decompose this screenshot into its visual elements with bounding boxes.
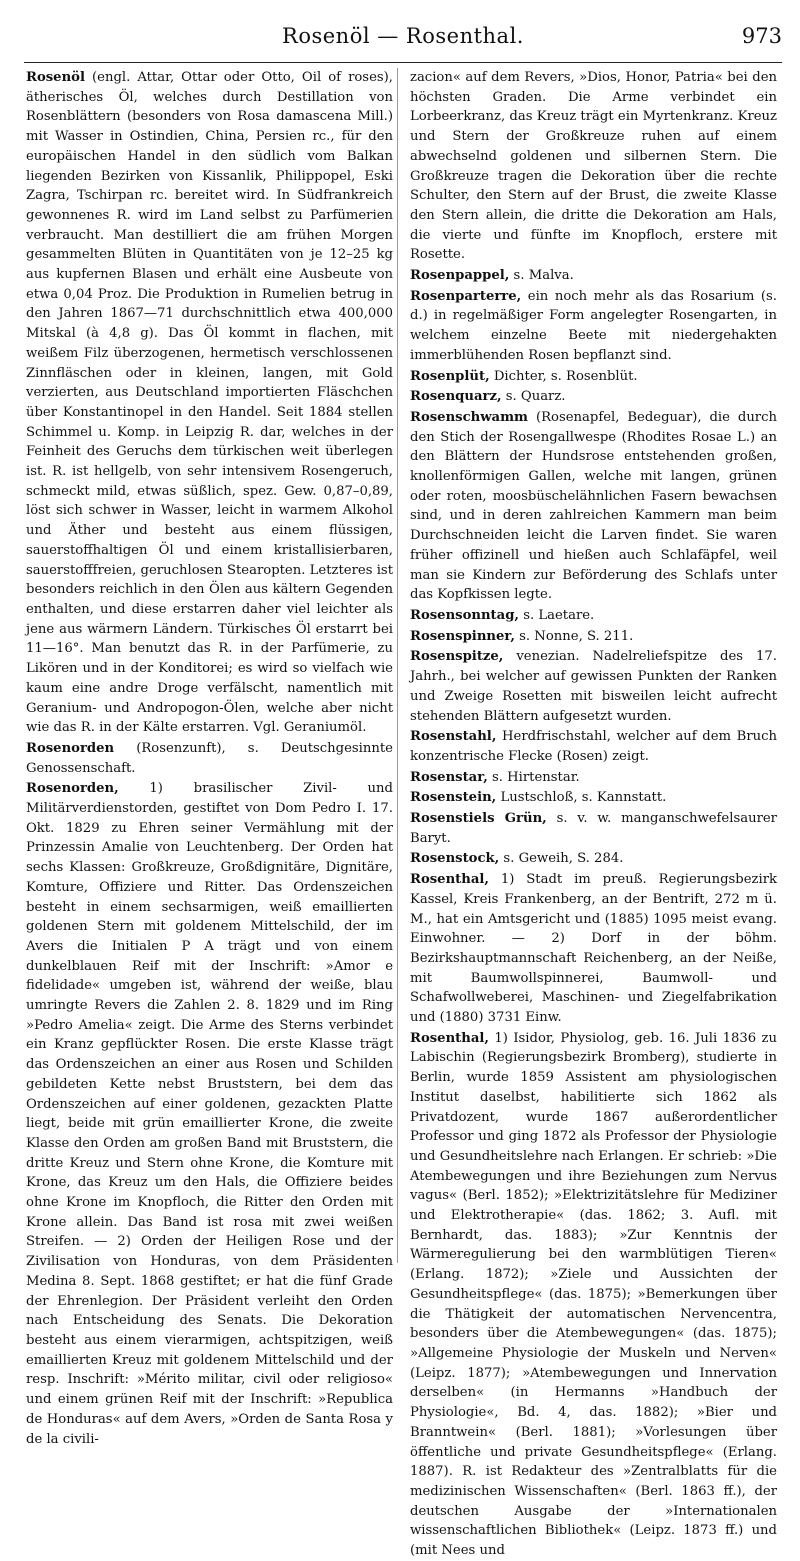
entry-headword: Rosenpappel,	[410, 268, 510, 284]
entry-text: (Rosenapfel, Bedeguar), die durch den Stich der Rosengallwespe (Rhodites Rosae L.) an den Blättern der Hundsrose entstehenden großen, knollenförmigen Gallen, welche mit langen, grünen oder roten, moosbüschelähnlichen Fasern bewachsen sind, und in deren zahlreichen Kammern man beim Durchschneiden leicht die Larven findet. Sie waren früher offizinell und hießen auch Schlafäpfel, weil man sie Kindern zur Beförderung des Schlafs unter das Kopfkissen legte.	[410, 409, 777, 603]
entry-text: s. Laetare.	[519, 607, 595, 623]
entry-text: 1) Stadt im preuß. Regierungsbezirk Kassel, Kreis Frankenberg, an der Bentrift, 272 m ü. M., hat ein Amtsgericht und (1885) 1095 meist evang. Einwohner. — 2) Dorf in der böhm. Bezirkshauptmannschaft Reichenberg, an der Neiße, mit Baumwollspinnerei, Baumwoll- und Schafwollweberei, Maschinen- und Ziegelfabrikation und (1880) 3731 Einw.	[410, 872, 777, 1026]
entry-headword: Rosenstahl,	[410, 729, 497, 745]
entry-text: Lustschloß, s. Kannstatt.	[496, 790, 667, 806]
entry-headword: Rosensonntag,	[410, 607, 520, 623]
dictionary-entry	[410, 809, 777, 848]
dictionary-entry	[410, 788, 777, 808]
dictionary-entry	[410, 606, 777, 626]
entry-headword: Rosenstiels Grün,	[410, 811, 547, 827]
dictionary-entry	[410, 870, 777, 1028]
dictionary-entry	[410, 1029, 777, 1561]
entry-text: Herdfrischstahl, welcher auf dem Bruch konzentrische Flecke (Rosen) zeigt.	[410, 729, 777, 764]
entry-headword: Rosenspitze,	[410, 649, 504, 665]
header-rule	[24, 62, 782, 63]
entry-headword: Rosenspinner,	[410, 628, 515, 644]
entry-text: ein noch mehr als das Rosarium (s. d.) in regelmäßiger Form angelegter Rosengarten, in welchem einzelne Beete mit niedergehakten immerblühenden Rosen bepflanzt sind.	[410, 288, 777, 363]
page-number: 973	[741, 24, 782, 48]
dictionary-entry	[410, 647, 777, 726]
dictionary-entry	[410, 266, 777, 286]
entry-text: zacion« auf dem Revers, »Dios, Honor, Patria« bei den höchsten Graden. Die Arme verbindet ein Lorbeerkranz, das Kreuz trägt ein Myrtenkranz. Kreuz und Stern der Großkreuze ruhen auf einem abwechselnd goldenen und silbernen Stern. Die Großkreuze tragen die Dekoration über die rechte Schulter, den Stern auf der Brust, die zweite Klasse den Stern allein, die dritte die Dekoration am Hals, die vierte und fünfte im Knopfloch, erstere mit Rosette.	[410, 70, 777, 263]
entry-text: (Rosenzunft), s. Deutschgesinnte Genossenschaft.	[26, 740, 393, 776]
dictionary-entry	[410, 849, 777, 869]
entry-headword: Rosenorden	[26, 740, 115, 756]
dictionary-entry	[26, 739, 393, 778]
dictionary-entry	[410, 287, 777, 366]
dictionary-entry	[410, 387, 777, 407]
dictionary-entry	[410, 727, 777, 766]
left-column	[26, 68, 393, 1447]
entry-text: s. Hirtenstar.	[487, 769, 580, 785]
dictionary-entry	[410, 627, 777, 647]
entry-headword: Rosenorden,	[26, 781, 119, 797]
entry-text: s. Geweih, S. 284.	[499, 851, 624, 867]
entry-headword: Rosenschwamm	[410, 409, 529, 425]
entry-headword: Rosenstar,	[410, 769, 488, 785]
entry-text: venezian. Nadelreliefspitze des 17. Jahrh., bei welcher auf gewissen Punkten der Ranken und Zweige Rosetten mit bisweilen leicht aufrecht stehenden Blättern aufgesetzt wurden.	[410, 649, 777, 724]
entry-text: s. Quarz.	[501, 389, 566, 405]
dictionary-entry	[26, 68, 393, 738]
entry-headword: Rosenplüt,	[410, 368, 490, 384]
entry-text: Dichter, s. Rosenblüt.	[489, 368, 638, 384]
entry-headword: Rosenthal,	[410, 1030, 489, 1046]
dictionary-entry	[410, 68, 777, 265]
page-header	[24, 24, 782, 58]
dictionary-entry	[410, 367, 777, 387]
dictionary-entry	[410, 768, 777, 788]
dictionary-entry	[26, 779, 393, 1449]
entry-text: s. Malva.	[509, 268, 574, 284]
entry-headword: Rosenstock,	[410, 851, 500, 867]
entry-headword: Rosenöl	[26, 70, 85, 85]
entry-headword: Rosenquarz,	[410, 389, 502, 405]
column-divider	[397, 68, 398, 1263]
entry-text: (engl. Attar, Ottar oder Otto, Oil of roses), ätherisches Öl, welches durch Destillation von Rosenblättern (besonders von Rosa damascena Mill.) mit Wasser in Ostindien, China, Persien rc., für den europäischen Handel in den südlich vom Balkan liegenden Bezirken von Kissanlik, Philippopel, Eski Zagra, Tschirpan rc. bereitet wird. In Südfrankreich gewonnenes R. wird im Land selbst zu Parfümerien verbraucht. Man destilliert die am frühen Morgen gesammelten Blüten in Quantitäten von je 12–25 kg aus kupfernen Blasen und erhält eine Ausbeute von etwa 0,04 Proz. Die Produktion in Rumelien betrug in den Jahren 1867—71 durchschnittlich etwa 400,000 Mitskal (à 4,8 g). Das Öl kommt in flachen, mit weißem Filz überzogenen, hermetisch verschlossenen Zinnfläschen oder in kleinen, langen, mit Gold verzierten, aus Deutschland importierten Fläschchen über Konstantinopel in den Handel. Seit 1884 stellen Schimmel u. Komp. in Leipzig R. dar, welches in der Feinheit des Geruchs dem türkischen weit überlegen ist. R. ist hellgelb, von sehr intensivem Rosengeruch, schmeckt mild, etwas süßlich, spez. Gew. 0,87–0,89, löst sich schwer in Wasser, leicht in warmem Alkohol und Äther und besteht aus einem flüssigen, sauerstoffhaltigen Öl und einem kristallisierbaren, sauerstofffreien, geruchlosen Stearopten. Letzteres ist besonders reichlich in den Ölen aus kältern Gegenden enthalten, und diese erstarren daher viel leichter als jene aus wärmern Ländern. Türkisches Öl erstarrt bei 11—16°. Man benutzt das R. in der Parfümerie, zu Likören und in der Konditorei; es wird so vielfach wie kaum eine andre Droge verfälscht, namentlich mit Geranium- und Andropogon-Ölen, welche aber nicht wie das R. in der Kälte erstarren. Vgl. Geraniumöl.	[26, 70, 393, 736]
entry-text: 1) brasilischer Zivil- und Militärverdienstorden, gestiftet von Dom Pedro I. 17. Okt. 1829 zu Ehren seiner Vermählung mit der Prinzessin Amalie von Leuchtenberg. Der Orden hat sechs Klassen: Großkreuze, Großdignitäre, Dignitäre, Komture, Offiziere und Ritter. Das Ordenszeichen besteht in einem sechsarmigen, weiß emaillierten goldenen Stern mit goldenem Mittelschild, der im Avers die Initialen P A trägt und von einem dunkelblauen Reif mit der Inschrift: »Amor e fidelidade« umgeben ist, während der weiße, blau umringte Revers die Zahlen 2. 8. 1829 und im Ring »Pedro Amelia« zeigt. Die Arme des Sterns verbindet ein Kranz gepflückter Rosen. Die erste Klasse trägt das Ordenszeichen an einer aus Rosen und Schilden gebildeten Kette nebst Bruststern, bei dem das Ordenszeichen auf einer goldenen, gezackten Platte liegt, beide mit grün emaillierter Krone, die zweite Klasse den Orden am großen Band mit Bruststern, die dritte Kreuz und Stern ohne Krone, die Komture mit Krone, das Kreuz um den Hals, die Offiziere beides ohne Krone im Knopfloch, die Ritter den Orden mit Krone allein. Das Band ist rosa mit zwei weißen Streifen. — 2) Orden der Heiligen Rose und der Zivilisation von Honduras, von dem Präsidenten Medina 8. Sept. 1868 gestiftet; er hat die fünf Grade der Ehrenlegion. Der Präsident verleiht den Orden nach Entscheidung des Senats. Die Dekoration besteht aus einem vierarmigen, achtspitzigen, weiß emaillierten Kreuz mit goldenem Mittelschild und der resp. Inschrift: »Mérito militar, civil oder religioso« und einem grünen Reif mit der Inschrift: »Republica de Honduras« auf dem Avers, »Orden de Santa Rosa y de la civili-	[26, 781, 393, 1447]
entry-text: s. v. w. manganschwefelsaurer Baryt.	[410, 811, 777, 846]
entry-text: s. Nonne, S. 211.	[514, 628, 634, 644]
entry-headword: Rosenthal,	[410, 872, 489, 888]
running-title: Rosenöl — Rosenthal.	[282, 24, 524, 48]
dictionary-entry	[410, 408, 777, 605]
entry-headword: Rosenparterre,	[410, 288, 522, 304]
right-column	[410, 68, 777, 1559]
entry-headword: Rosenstein,	[410, 790, 497, 806]
entry-text: 1) Isidor, Physiolog, geb. 16. Juli 1836 zu Labischin (Regierungsbezirk Bromberg), studierte in Berlin, wurde 1859 Assistent am physiologischen Institut daselbst, habilitierte sich 1862 als Privatdozent, wurde 1867 außerordentlicher Professor und ging 1872 als Professor der Physiologie und Gesundheitslehre nach Erlangen. Er schrieb: »Die Atembewegungen und ihre Beziehungen zum Nervus vagus« (Berl. 1852); »Elektrizitätslehre für Mediziner und Elektrotherapie« (das. 1862; 3. Aufl. mit Bernhardt, das. 1883); »Zur Kenntnis der Wärmeregulierung bei den warmblütigen Tieren« (Erlang. 1872); »Ziele und Aussichten der Gesundheitspflege« (das. 1875); »Bemerkungen über die Thätigkeit der automatischen Nervencentra, besonders über die Atembewegungen« (das. 1875); »Allgemeine Physiologie der Muskeln und Nerven« (Leipz. 1877); »Atembewegungen und Innervation derselben« (in Hermanns »Handbuch der Physiologie«, Bd. 4, das. 1882); »Bier und Branntwein« (Berl. 1881); »Vorlesungen über öffentliche und private Gesundheitspflege« (Erlang. 1887). R. ist Redakteur des »Zentralblatts für die medizinischen Wissenschaften« (Berl. 1863 ff.), der deutschen Ausgabe der »Internationalen wissenschaftlichen Bibliothek« (Leipz. 1873 ff.) und (mit Nees und	[410, 1030, 777, 1559]
